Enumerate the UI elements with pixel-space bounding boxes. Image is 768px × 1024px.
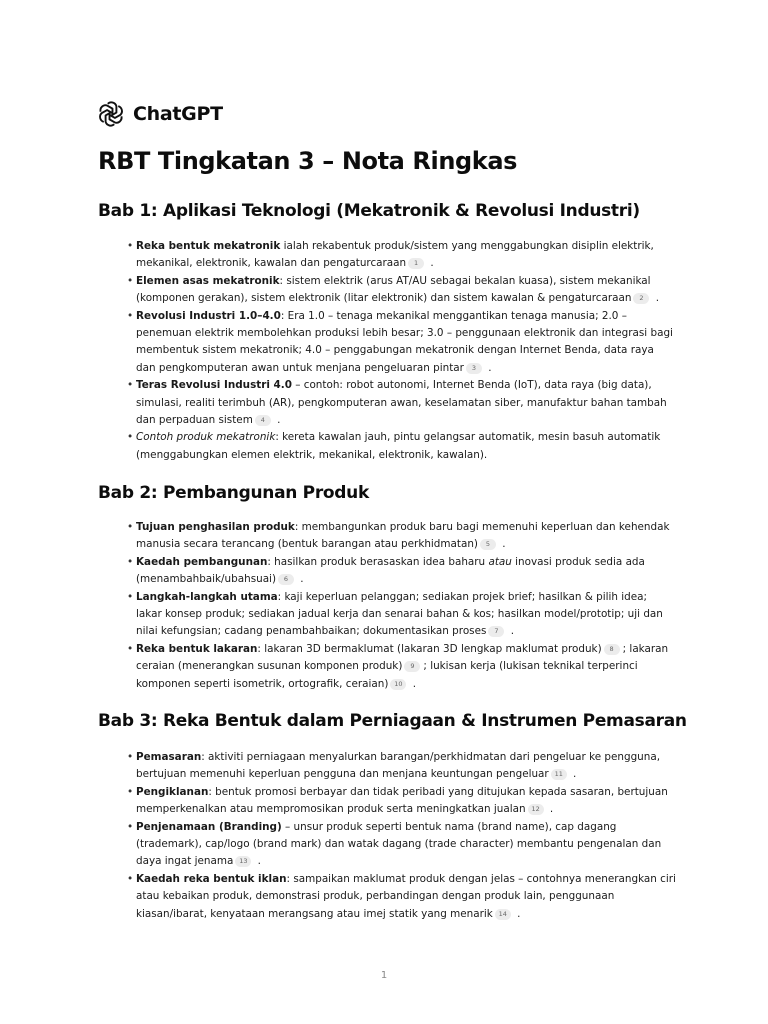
- item-text: – contoh: robot autonomi, Internet Benda (IoT), data raya (big data), simulasi, realiti terimbuh (AR), pengkomputeran awan, keselamatan siber, manufaktur bahan tambah dan perpaduan sistem: [136, 379, 667, 427]
- list-item: [136, 273, 676, 308]
- item-text: : sampaikan maklumat produk dengan jelas – contohnya menerangkan ciri atau kebaikan produk, demonstrasi produk, perbandingan dengan produk lain, penggunaan kiasan/ibarat, kenyataan merangsang atau imej statik yang menarik: [136, 872, 676, 920]
- citation-badge[interactable]: 10: [390, 679, 406, 690]
- item-text: : lakaran 3D bermaklumat (lakaran 3D lengkap maklumat produk): [257, 642, 602, 655]
- section-list-bab-3: [136, 749, 676, 923]
- section-heading-bab-3: Bab 3: Reka Bentuk dalam Perniagaan & Instrumen Pemasaran: [98, 711, 687, 731]
- citation-badge[interactable]: 11: [551, 769, 567, 780]
- section-list-bab-2: [136, 519, 676, 693]
- item-text: : Era 1.0 – tenaga mekanikal menggantikan tenaga manusia; 2.0 – penemuan elektrik membolehkan produksi lebih besar; 3.0 – penggunaan elektronik dan integrasi bagi membentuk sistem mekatronik; 4.0 – penggabungan mekatronik dengan Internet Benda, data raya dan pengkomputeran awan untuk menjana pengeluaran pintar: [136, 309, 673, 374]
- item-term: Reka bentuk lakaran: [136, 642, 258, 655]
- list-item: [136, 554, 676, 589]
- item-end: .: [652, 292, 660, 305]
- item-term: Revolusi Industri 1.0–4.0: [136, 309, 281, 322]
- item-end: .: [297, 573, 304, 586]
- item-term: Elemen asas mekatronik: [136, 274, 280, 287]
- citation-badge[interactable]: 8: [604, 644, 620, 655]
- list-item: [136, 238, 676, 273]
- citation-badge[interactable]: 6: [278, 574, 294, 585]
- section-heading-bab-2: Bab 2: Pembangunan Produk: [98, 483, 369, 503]
- item-term: Kaedah reka bentuk iklan: [136, 872, 287, 885]
- item-text: : membangunkan produk baru bagi memenuhi keperluan dan kehendak manusia secara terancang (bentuk barangan atau perkhidmatan): [136, 521, 670, 551]
- item-end: .: [484, 361, 492, 374]
- list-item: [136, 429, 676, 464]
- list-item: [136, 871, 676, 923]
- item-text: : aktiviti perniagaan menyalurkan barangan/perkhidmatan dari pengeluar ke pengguna, bertujuan memenuhi keperluan pengguna dan menjana keuntungan pengeluar: [136, 751, 661, 781]
- item-text: : sistem elektrik (arus AT/AU sebagai bekalan kuasa), sistem mekanikal (komponen gerakan), sistem elektronik (litar elektronik) dan sistem kawalan & pengaturcaraan: [136, 274, 651, 305]
- item-end: .: [513, 907, 521, 920]
- item-term: Pengiklanan: [136, 785, 209, 798]
- item-text: ialah rekabentuk produk/sistem yang menggabungkan disiplin elektrik, mekanikal, elektronik, kawalan dan pengaturcaraan: [136, 240, 654, 270]
- item-text: ; lukisan kerja (lukisan teknikal terperinci komponen seperti isometrik, ortografik, ceraian): [136, 660, 638, 690]
- item-term: Langkah-langkah utama: [136, 590, 278, 603]
- item-term: Teras Revolusi Industri 4.0: [136, 379, 292, 392]
- list-item: [136, 641, 676, 693]
- brand-name: ChatGPT: [133, 103, 223, 125]
- citation-badge[interactable]: 13: [235, 856, 251, 867]
- item-text: : kereta kawalan jauh, pintu gelangsar automatik, mesin basuh automatik (menggabungkan elemen elektrik, mekanikal, elektronik, kawalan).: [136, 431, 661, 461]
- section-heading-bab-1: Bab 1: Aplikasi Teknologi (Mekatronik & Revolusi Industri): [98, 201, 640, 221]
- item-text: inovasi produk sedia ada (menambahbaik/ubahsuai): [136, 555, 645, 586]
- brand-header: [97, 99, 223, 129]
- item-term: Contoh produk mekatronik: [136, 431, 276, 444]
- list-item: [136, 308, 676, 378]
- item-text: – unsur produk seperti bentuk nama (brand name), cap dagang (trademark), cap/logo (brand mark) dan watak dagang (trade character) membantu pengenalan dan daya ingat jenama: [136, 820, 662, 868]
- list-item: [136, 819, 676, 871]
- document-title: RBT Tingkatan 3 – Nota Ringkas: [98, 147, 518, 175]
- item-text: : kaji keperluan pelanggan; sediakan projek brief; hasilkan & pilih idea; lakar konsep produk; sediakan jadual kerja dan senarai bahan & kos; hasilkan model/prototip; uji dan nilai kefungsian; cadang penambahbaikan; dokumentasikan proses: [136, 590, 663, 638]
- item-end: .: [273, 414, 281, 427]
- item-text: ; lakaran ceraian (menerangkan susunan komponen produk): [136, 642, 669, 673]
- openai-logo-icon: [97, 100, 125, 128]
- section-list-bab-1: [136, 238, 676, 464]
- item-term: Tujuan penghasilan produk: [136, 521, 295, 533]
- item-end: .: [427, 257, 434, 270]
- list-item: [136, 519, 676, 554]
- citation-badge[interactable]: 9: [404, 661, 420, 672]
- item-term: Kaedah pembangunan: [136, 555, 268, 568]
- item-end: .: [507, 625, 515, 638]
- item-end: .: [254, 855, 261, 868]
- item-text: : hasilkan produk berasaskan idea baharu: [267, 555, 489, 568]
- citation-badge[interactable]: 7: [488, 626, 504, 637]
- citation-badge[interactable]: 5: [480, 539, 496, 550]
- citation-badge[interactable]: 1: [408, 258, 424, 269]
- item-term: Penjenamaan (Branding): [136, 820, 282, 833]
- citation-badge[interactable]: 2: [633, 293, 649, 304]
- item-text: : bentuk promosi berbayar dan tidak peribadi yang ditujukan kepada sasaran, bertujuan memperkenalkan atau mempromosikan produk serta meningkatkan jualan: [136, 785, 668, 816]
- list-item: [136, 377, 676, 429]
- item-term: Pemasaran: [136, 751, 202, 763]
- item-end: .: [498, 538, 506, 551]
- citation-badge[interactable]: 12: [528, 804, 544, 815]
- item-italic: atau: [488, 555, 512, 568]
- list-item: [136, 784, 676, 819]
- page-number: 1: [380, 970, 388, 981]
- citation-badge[interactable]: 4: [255, 415, 271, 426]
- list-item: [136, 749, 676, 784]
- list-item: [136, 589, 676, 641]
- citation-badge[interactable]: 3: [466, 363, 482, 374]
- item-term: Reka bentuk mekatronik: [136, 240, 281, 252]
- item-end: .: [569, 768, 577, 781]
- citation-badge[interactable]: 14: [495, 909, 511, 920]
- item-end: .: [546, 803, 554, 816]
- item-end: .: [409, 677, 417, 690]
